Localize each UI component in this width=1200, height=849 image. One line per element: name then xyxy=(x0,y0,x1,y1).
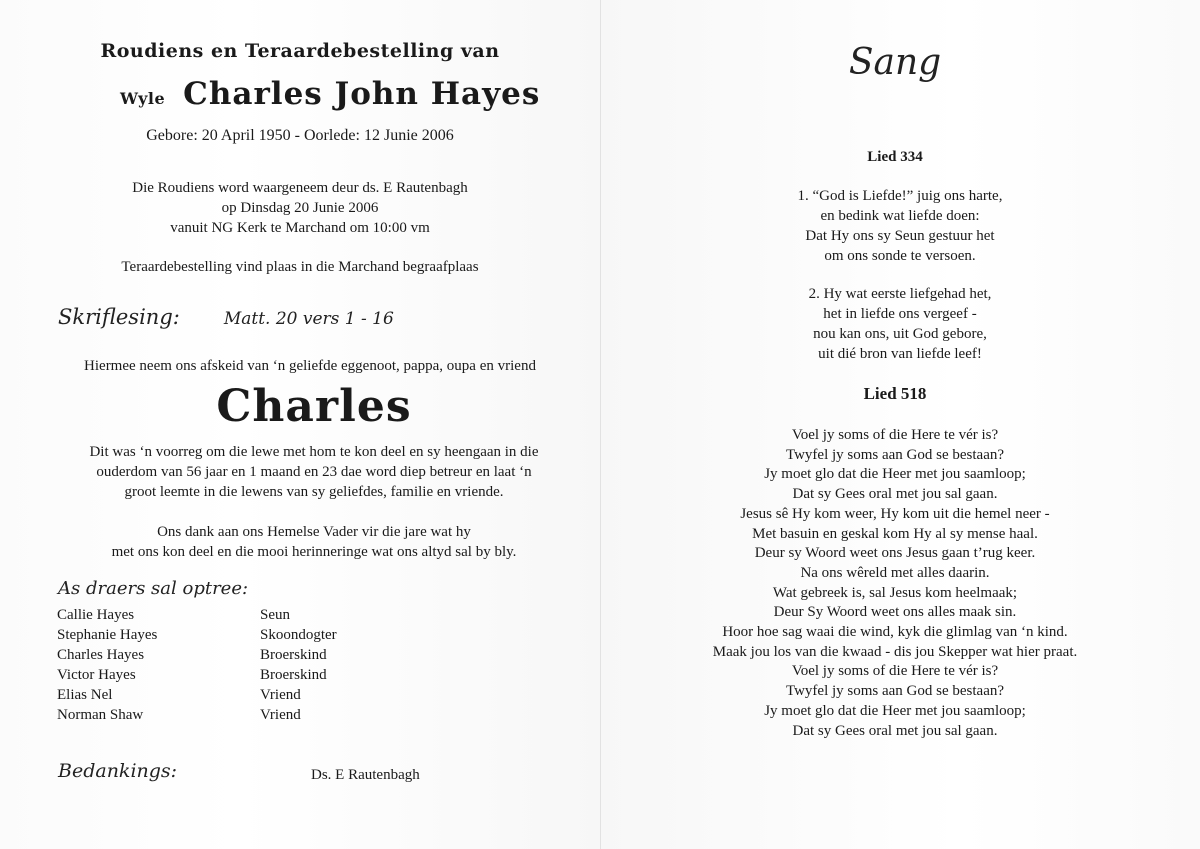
lyric-line: Deur Sy Woord weet ons alles maak sin. xyxy=(773,604,1017,621)
life-dates: Gebore: 20 April 1950 - Oorlede: 12 Junie 2006 xyxy=(146,127,454,144)
bearer-relation: Seun xyxy=(260,607,290,623)
bearer-relation: Broerskind xyxy=(260,667,327,683)
bearer-relation: Vriend xyxy=(260,707,301,723)
burial-info: Teraardebestelling vind plaas in die Marchand begraafplaas xyxy=(121,259,479,275)
verse-line: 2. Hy wat eerste liefgehad het, xyxy=(808,286,992,302)
lyric-line: Na ons wêreld met alles daarin. xyxy=(800,564,990,581)
lyric-line: Dat sy Gees oral met jou sal gaan. xyxy=(792,722,998,739)
deceased-name-line xyxy=(120,76,540,112)
bearer-row xyxy=(57,645,337,665)
acknowledgements-heading: Bedankings: xyxy=(58,760,178,782)
hymn1-title: Lied 334 xyxy=(867,149,923,165)
bearer-name: Charles Hayes xyxy=(57,647,145,663)
tribute-line: ouderdom van 56 jaar en 1 maand en 23 dae word diep betreur en laat ‘n xyxy=(96,464,532,480)
reading-reference: Matt. 20 vers 1 - 16 xyxy=(223,309,394,329)
scripture-reading xyxy=(58,305,394,329)
farewell-line: Hiermee neem ons afskeid van ‘n geliefde eggenoot, pappa, oupa en vriend xyxy=(84,358,536,374)
bearer-relation: Skoondogter xyxy=(260,627,337,643)
acknowledgements-name: Ds. E Rautenbagh xyxy=(311,767,420,783)
gratitude-line: met ons kon deel en die mooi herinneringe wat ons altyd sal by bly. xyxy=(111,544,517,560)
verse-line: om ons sonde te versoen. xyxy=(824,248,976,264)
verse-line: en bedink wat liefde doen: xyxy=(820,208,980,224)
bearers-list xyxy=(57,605,337,725)
hymn1-verse2 xyxy=(600,284,1200,364)
bearer-name: Elias Nel xyxy=(57,687,113,703)
tribute-line: Dit was ‘n voorreg om die lewe met hom te kon deel en sy heengaan in die xyxy=(89,444,539,460)
bearer-name: Stephanie Hayes xyxy=(57,627,158,643)
bearer-relation: Vriend xyxy=(260,687,301,703)
bearer-row xyxy=(57,705,337,725)
lyric-line: Maak jou los van die kwaad - dis jou Skepper wat hier praat. xyxy=(712,643,1078,660)
lyric-line: Jy moet glo dat die Heer met jou saamloop; xyxy=(764,702,1026,719)
lyric-line: Hoor hoe sag waai die wind, kyk die glimlag van ‘n kind. xyxy=(722,624,1068,641)
verse-line: het in liefde ons vergeef - xyxy=(823,306,977,322)
tribute-line: groot leemte in die lewens van sy geliefdes, familie en vriende. xyxy=(124,484,504,500)
bearer-row xyxy=(57,625,337,645)
gratitude-text xyxy=(0,522,628,562)
lyric-line: Voel jy soms of die Here te vér is? xyxy=(791,663,999,680)
deceased-short-name: Charles xyxy=(216,381,412,432)
hymn2-lyrics xyxy=(600,426,1190,741)
service-line: op Dinsdag 20 Junie 2006 xyxy=(221,200,379,216)
verse-line: nou kan ons, uit God gebore, xyxy=(813,326,987,342)
header-title: Roudiens en Teraardebestelling van xyxy=(100,40,500,62)
songs-title: Sang xyxy=(848,42,942,83)
hymn1-verse1 xyxy=(600,186,1200,266)
lyric-line: Met basuin en geskal kom Hy al sy mense haal. xyxy=(752,525,1038,542)
verse-line: uit dié bron van liefde leef! xyxy=(818,346,982,362)
deceased-full-name: Charles John Hayes xyxy=(183,76,541,112)
wyle-label: Wyle xyxy=(120,89,166,108)
reading-label: Skriflesing: xyxy=(58,305,180,329)
gratitude-line: Ons dank aan ons Hemelse Vader vir die jare wat hy xyxy=(157,524,471,540)
lyric-line: Wat gebreek is, sal Jesus kom heelmaak; xyxy=(772,584,1018,601)
right-page xyxy=(600,0,1200,849)
verse-line: 1. “God is Liefde!” juig ons harte, xyxy=(797,188,1003,204)
service-line: vanuit NG Kerk te Marchand om 10:00 vm xyxy=(170,220,430,236)
tribute-text xyxy=(0,442,628,502)
hymn2-title: Lied 518 xyxy=(863,384,927,403)
lyric-line: Dat sy Gees oral met jou sal gaan. xyxy=(792,486,998,503)
lyric-line: Twyfel jy soms aan God se bestaan? xyxy=(785,446,1005,463)
bearer-name: Norman Shaw xyxy=(57,707,144,723)
verse-line: Dat Hy ons sy Seun gestuur het xyxy=(805,228,995,244)
bearer-name: Victor Hayes xyxy=(57,667,136,683)
lyric-line: Deur sy Woord weet ons Jesus gaan t’rug keer. xyxy=(754,545,1036,562)
lyric-line: Twyfel jy soms aan God se bestaan? xyxy=(785,683,1005,700)
bearer-row xyxy=(57,605,337,625)
lyric-line: Voel jy soms of die Here te vér is? xyxy=(791,427,999,443)
bearer-row xyxy=(57,665,337,685)
lyric-line: Jy moet glo dat die Heer met jou saamloop; xyxy=(764,466,1026,483)
service-details xyxy=(0,178,600,238)
bearer-row xyxy=(57,685,337,705)
bearers-heading: As draers sal optree: xyxy=(58,578,249,599)
bearer-relation: Broerskind xyxy=(260,647,327,663)
bearer-name: Callie Hayes xyxy=(57,607,135,623)
service-line: Die Roudiens word waargeneem deur ds. E Rautenbagh xyxy=(132,180,468,196)
lyric-line: Jesus sê Hy kom weer, Hy kom uit die hemel neer - xyxy=(740,505,1050,522)
